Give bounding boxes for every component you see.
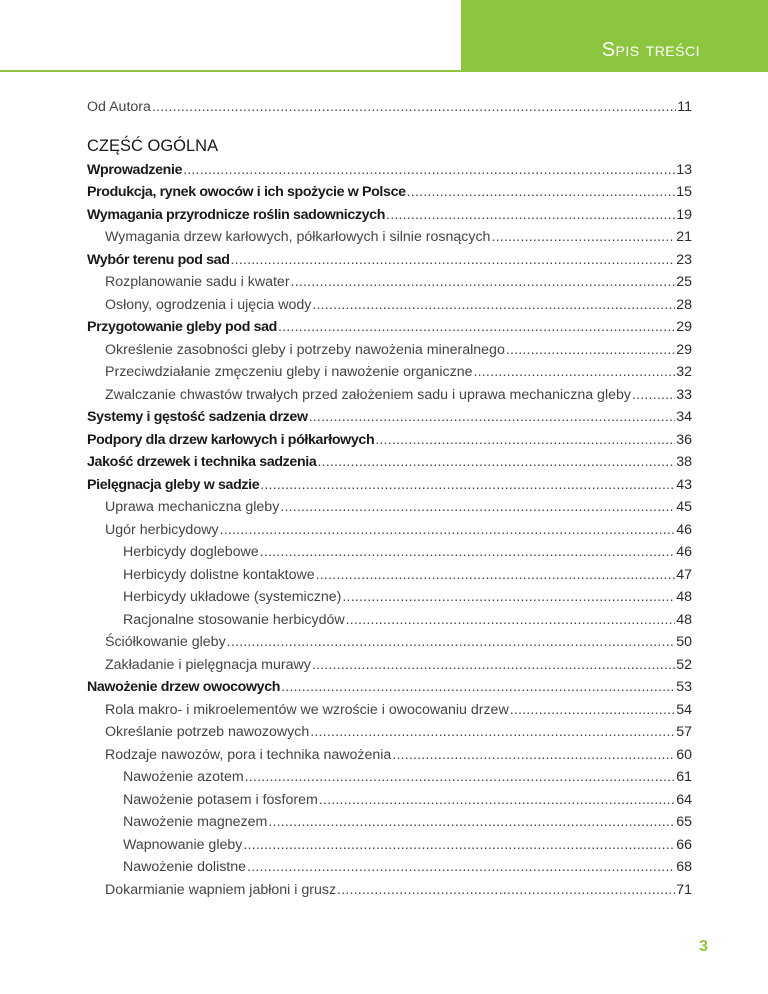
toc-leader-dots — [392, 744, 675, 767]
toc-entry-page: 15 — [676, 184, 692, 200]
toc-entry-page: 46 — [676, 544, 692, 560]
toc-entry[interactable] — [87, 744, 692, 767]
toc-leader-dots — [309, 406, 676, 429]
toc-entry-page: 34 — [676, 409, 692, 425]
toc-leader-dots — [386, 204, 675, 227]
toc-entry-label: Wymagania drzew karłowych, półkarłowych i silnie rosnących — [105, 229, 491, 245]
toc-entry-page: 38 — [676, 454, 692, 470]
toc-entry-label: Określenie zasobności gleby i potrzeby nawożenia mineralnego — [105, 341, 505, 358]
toc-entry[interactable] — [87, 496, 692, 519]
toc-leader-dots — [245, 766, 676, 789]
toc-leader-dots — [474, 361, 676, 384]
toc-entry-page: 47 — [676, 566, 692, 583]
toc-entry[interactable] — [87, 226, 692, 249]
toc-entry-label: Herbicydy dolistne kontaktowe — [123, 566, 315, 583]
toc-entry-label: Zakładanie i pielęgnacja murawy — [105, 656, 311, 673]
toc-leader-dots — [491, 226, 675, 249]
toc-entry[interactable] — [87, 879, 692, 902]
toc-entry-page: 65 — [676, 814, 692, 830]
toc-leader-dots — [319, 789, 675, 812]
toc-leader-dots — [183, 159, 675, 182]
toc-entry[interactable] — [87, 474, 692, 497]
toc-entry[interactable] — [87, 249, 692, 272]
toc-leader-dots — [231, 249, 676, 272]
toc-entry-label: Jakość drzewek i technika sadzenia — [87, 454, 317, 470]
toc-entry-page: 68 — [676, 859, 692, 875]
toc-leader-dots — [510, 699, 676, 722]
toc-entry-label: Uprawa mechaniczna gleby — [105, 499, 280, 515]
toc-entry-label: Przeciwdziałanie zmęczeniu gleby i nawożenie organiczne — [105, 364, 473, 380]
toc-entry-label: Pielęgnacja gleby w sadzie — [87, 476, 260, 493]
toc-leader-dots — [260, 474, 675, 497]
toc-leader-dots — [227, 631, 676, 654]
table-of-contents — [87, 96, 692, 901]
toc-entry[interactable] — [87, 609, 692, 632]
toc-entry-page: 52 — [676, 656, 692, 673]
toc-entry-page: 29 — [676, 319, 692, 335]
toc-entry-page: 61 — [676, 769, 692, 785]
toc-entry-label: Ugór herbicydowy — [105, 521, 219, 538]
toc-entry[interactable] — [87, 406, 692, 429]
toc-entry-label: Od Autora — [87, 99, 151, 115]
toc-entry-label: Wybór terenu pod sad — [87, 251, 230, 268]
toc-entry[interactable] — [87, 766, 692, 789]
toc-entry-label: Rola makro- i mikroelementów we wzroście i owocowaniu drzew — [105, 701, 509, 718]
toc-leader-dots — [342, 586, 675, 609]
toc-entry-page: 25 — [676, 274, 692, 290]
toc-entry-page: 28 — [676, 296, 692, 313]
section-heading: CZĘŚĆ OGÓLNA — [87, 136, 219, 155]
toc-entry[interactable] — [87, 721, 692, 744]
toc-entry-label: Herbicydy doglebowe — [123, 544, 259, 560]
header-rule — [0, 70, 768, 72]
toc-entry[interactable] — [87, 519, 692, 542]
toc-entry-page: 66 — [676, 836, 692, 853]
toc-leader-dots — [316, 564, 676, 587]
toc-entries — [87, 159, 692, 902]
toc-leader-dots — [291, 271, 676, 294]
toc-leader-dots — [278, 316, 675, 339]
toc-entry-intro[interactable] — [87, 96, 692, 119]
toc-entry[interactable] — [87, 586, 692, 609]
toc-entry-page: 45 — [676, 499, 692, 515]
toc-entry-label: Dokarmianie wapniem jabłoni i grusz — [105, 881, 337, 898]
page-title-text: Spis treści — [601, 39, 700, 61]
toc-leader-dots — [346, 609, 676, 632]
toc-entry-page: 54 — [676, 701, 692, 718]
toc-entry[interactable] — [87, 294, 692, 317]
toc-entry-label: Herbicydy układowe (systemiczne) — [123, 589, 342, 605]
toc-entry-label: Podpory dla drzew karłowych i półkarłowych — [87, 431, 375, 448]
toc-entry[interactable] — [87, 159, 692, 182]
toc-entry-label: Osłony, ogrodzenia i ujęcia wody — [105, 296, 312, 313]
toc-entry-page: 32 — [676, 364, 692, 380]
toc-entry-label: Wymagania przyrodnicze roślin sadowniczych — [87, 206, 386, 223]
toc-entry-label: Nawożenie potasem i fosforem — [123, 791, 318, 808]
toc-entry-page: 33 — [676, 386, 692, 403]
toc-entry[interactable] — [87, 429, 692, 452]
toc-leader-dots — [375, 429, 675, 452]
toc-leader-dots — [247, 856, 675, 879]
toc-entry-label: Systemy i gęstość sadzenia drzew — [87, 409, 308, 425]
toc-entry[interactable] — [87, 834, 692, 857]
toc-entry-label: Ściółkowanie gleby — [105, 634, 226, 650]
toc-entry[interactable] — [87, 181, 692, 204]
toc-leader-dots — [268, 811, 675, 834]
toc-leader-dots — [312, 654, 675, 677]
toc-entry-label: Nawożenie drzew owocowych — [87, 679, 281, 695]
toc-entry-page: 29 — [676, 341, 692, 358]
toc-entry[interactable] — [87, 654, 692, 677]
toc-entry-page: 60 — [676, 746, 692, 763]
toc-entry-page: 46 — [676, 521, 692, 538]
toc-leader-dots — [280, 496, 675, 519]
toc-leader-dots — [506, 339, 675, 362]
toc-leader-dots — [407, 181, 676, 204]
toc-entry-label: Nawożenie dolistne — [123, 859, 247, 875]
toc-entry[interactable] — [87, 541, 692, 564]
toc-leader-dots — [310, 721, 675, 744]
toc-entry[interactable] — [87, 676, 692, 699]
toc-entry-page: 19 — [676, 206, 692, 223]
toc-entry-page: 48 — [676, 589, 692, 605]
toc-entry-label: Racjonalne stosowanie herbicydów — [123, 611, 345, 628]
toc-entry-page: 57 — [676, 724, 692, 740]
toc-entry-page: 53 — [676, 679, 692, 695]
toc-entry-label: Nawożenie azotem — [123, 769, 244, 785]
toc-entry[interactable] — [87, 451, 692, 474]
toc-entry[interactable] — [87, 316, 692, 339]
toc-entry[interactable] — [87, 699, 692, 722]
toc-leader-dots — [337, 879, 675, 902]
toc-entry-label: Przygotowanie gleby pod sad — [87, 319, 277, 335]
toc-entry[interactable] — [87, 564, 692, 587]
page-title — [602, 39, 700, 62]
toc-entry-page: 11 — [677, 99, 692, 115]
toc-entry-label: Zwalczanie chwastów trwałych przed założeniem sadu i uprawa mechaniczna gleby — [105, 386, 631, 403]
toc-entry-label: Produkcja, rynek owoców i ich spożycie w Polsce — [87, 184, 406, 200]
toc-entry-page: 43 — [676, 476, 692, 493]
toc-entry-page: 50 — [676, 634, 692, 650]
toc-entry-page: 21 — [676, 229, 692, 245]
toc-leader-dots — [260, 541, 676, 564]
toc-leader-dots — [632, 384, 675, 407]
toc-entry[interactable] — [87, 204, 692, 227]
toc-leader-dots — [152, 96, 676, 119]
toc-entry[interactable] — [87, 811, 692, 834]
toc-entry-page: 23 — [676, 251, 692, 268]
toc-leader-dots — [312, 294, 675, 317]
toc-entry-page: 64 — [676, 791, 692, 808]
toc-entry[interactable] — [87, 271, 692, 294]
toc-entry-label: Rodzaje nawozów, pora i technika nawożenia — [105, 746, 392, 763]
toc-entry[interactable] — [87, 339, 692, 362]
toc-leader-dots — [317, 451, 675, 474]
toc-entry[interactable] — [87, 789, 692, 812]
toc-entry[interactable] — [87, 856, 692, 879]
toc-leader-dots — [220, 519, 676, 542]
toc-entry-label: Wapnowanie gleby — [123, 836, 243, 853]
toc-leader-dots — [243, 834, 675, 857]
toc-entry-page: 48 — [676, 611, 692, 628]
toc-entry-page: 13 — [676, 161, 692, 178]
toc-entry-label: Określanie potrzeb nawozowych — [105, 724, 310, 740]
toc-leader-dots — [281, 676, 675, 699]
toc-entry-page: 71 — [676, 881, 692, 898]
toc-entry-label: Rozplanowanie sadu i kwater — [105, 274, 290, 290]
toc-entry-label: Nawożenie magnezem — [123, 814, 268, 830]
toc-entry-label: Wprowadzenie — [87, 161, 183, 178]
toc-entry-page: 36 — [676, 431, 692, 448]
toc-entry[interactable] — [87, 631, 692, 654]
toc-entry[interactable] — [87, 361, 692, 384]
toc-entry[interactable] — [87, 384, 692, 407]
page-number: 3 — [699, 938, 708, 955]
